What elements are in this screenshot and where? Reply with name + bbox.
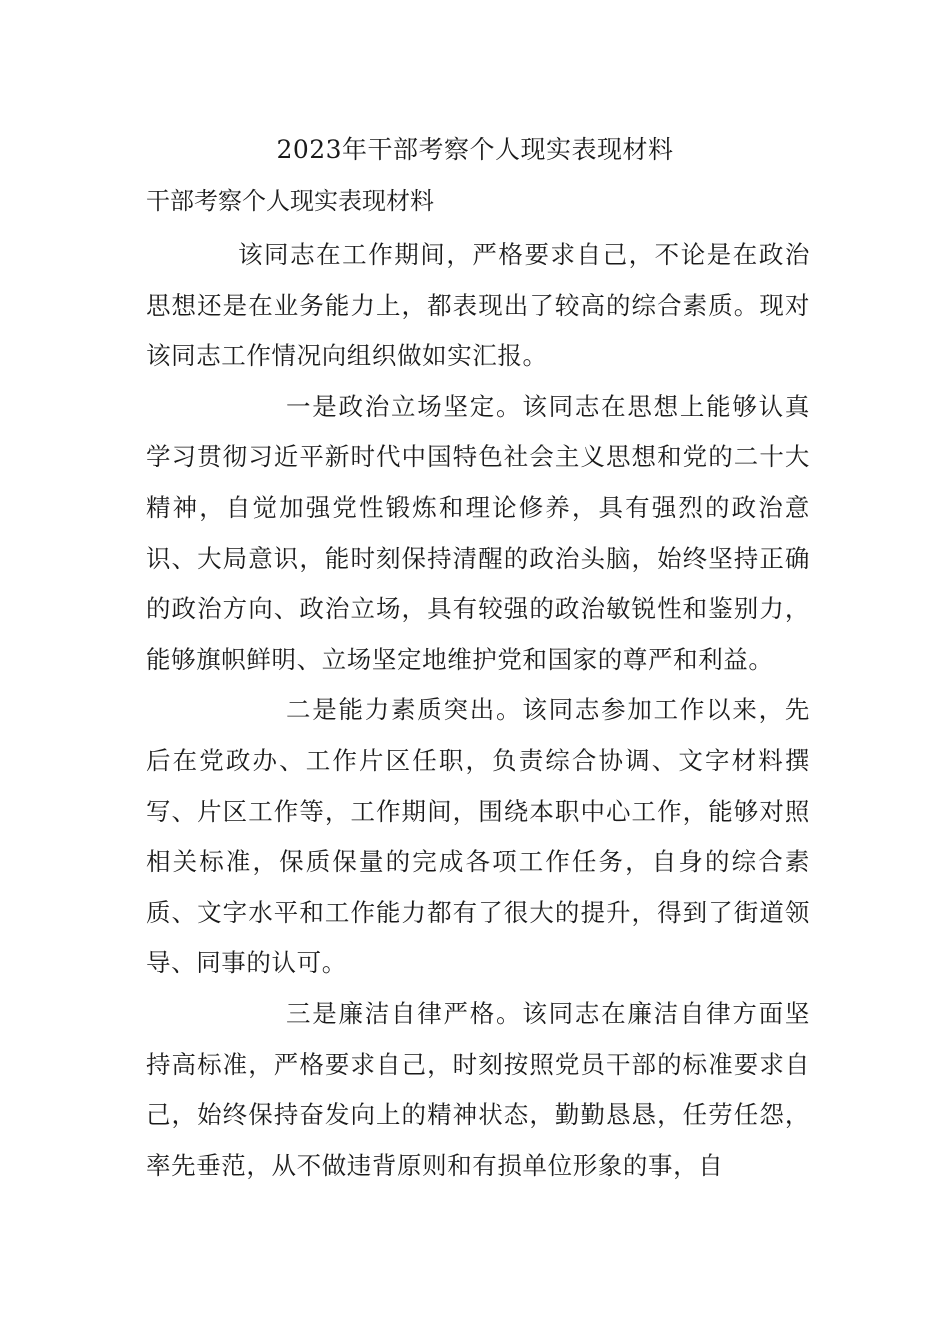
document-title: 2023年干部考察个人现实表现材料 xyxy=(276,135,674,164)
paragraph-intro: 该同志在工作期间，严格要求自己，不论是在政治思想还是在业务能力上，都表现出了较高的综合素质。现对该同志工作情况向组织做如实汇报。 xyxy=(146,240,810,371)
paragraph-political-stance: 一是政治立场坚定。该同志在思想上能够认真学习贯彻习近平新时代中国特色社会主义思想和党的二十大精神，自觉加强党性锻炼和理论修养，具有强烈的政治意识、大局意识，能时刻保持清醒的政治头脑，始终坚持正确的政治方向、政治立场，具有较强的政治敏锐性和鉴别力，能够旗帜鲜明、立场坚定地维护党和国家的尊严和利益。 xyxy=(146,391,810,674)
paragraph-ability-quality: 二是能力素质突出。该同志参加工作以来，先后在党政办、工作片区任职，负责综合协调、文字材料撰写、片区工作等，工作期间，围绕本职中心工作，能够对照相关标准，保质保量的完成各项工作任务，自身的综合素质、文字水平和工作能力都有了很大的提升，得到了街道领导、同事的认可。 xyxy=(146,695,810,978)
paragraph-integrity-discipline: 三是廉洁自律严格。该同志在廉洁自律方面坚持高标准，严格要求自己，时刻按照党员干部的标准要求自己，始终保持奋发向上的精神状态，勤勤恳恳，任劳任怨，率先垂范，从不做违背原则和有损单位形象的事，自 xyxy=(146,998,810,1180)
document-body xyxy=(146,230,810,1191)
document-subtitle: 干部考察个人现实表现材料 xyxy=(146,187,434,215)
